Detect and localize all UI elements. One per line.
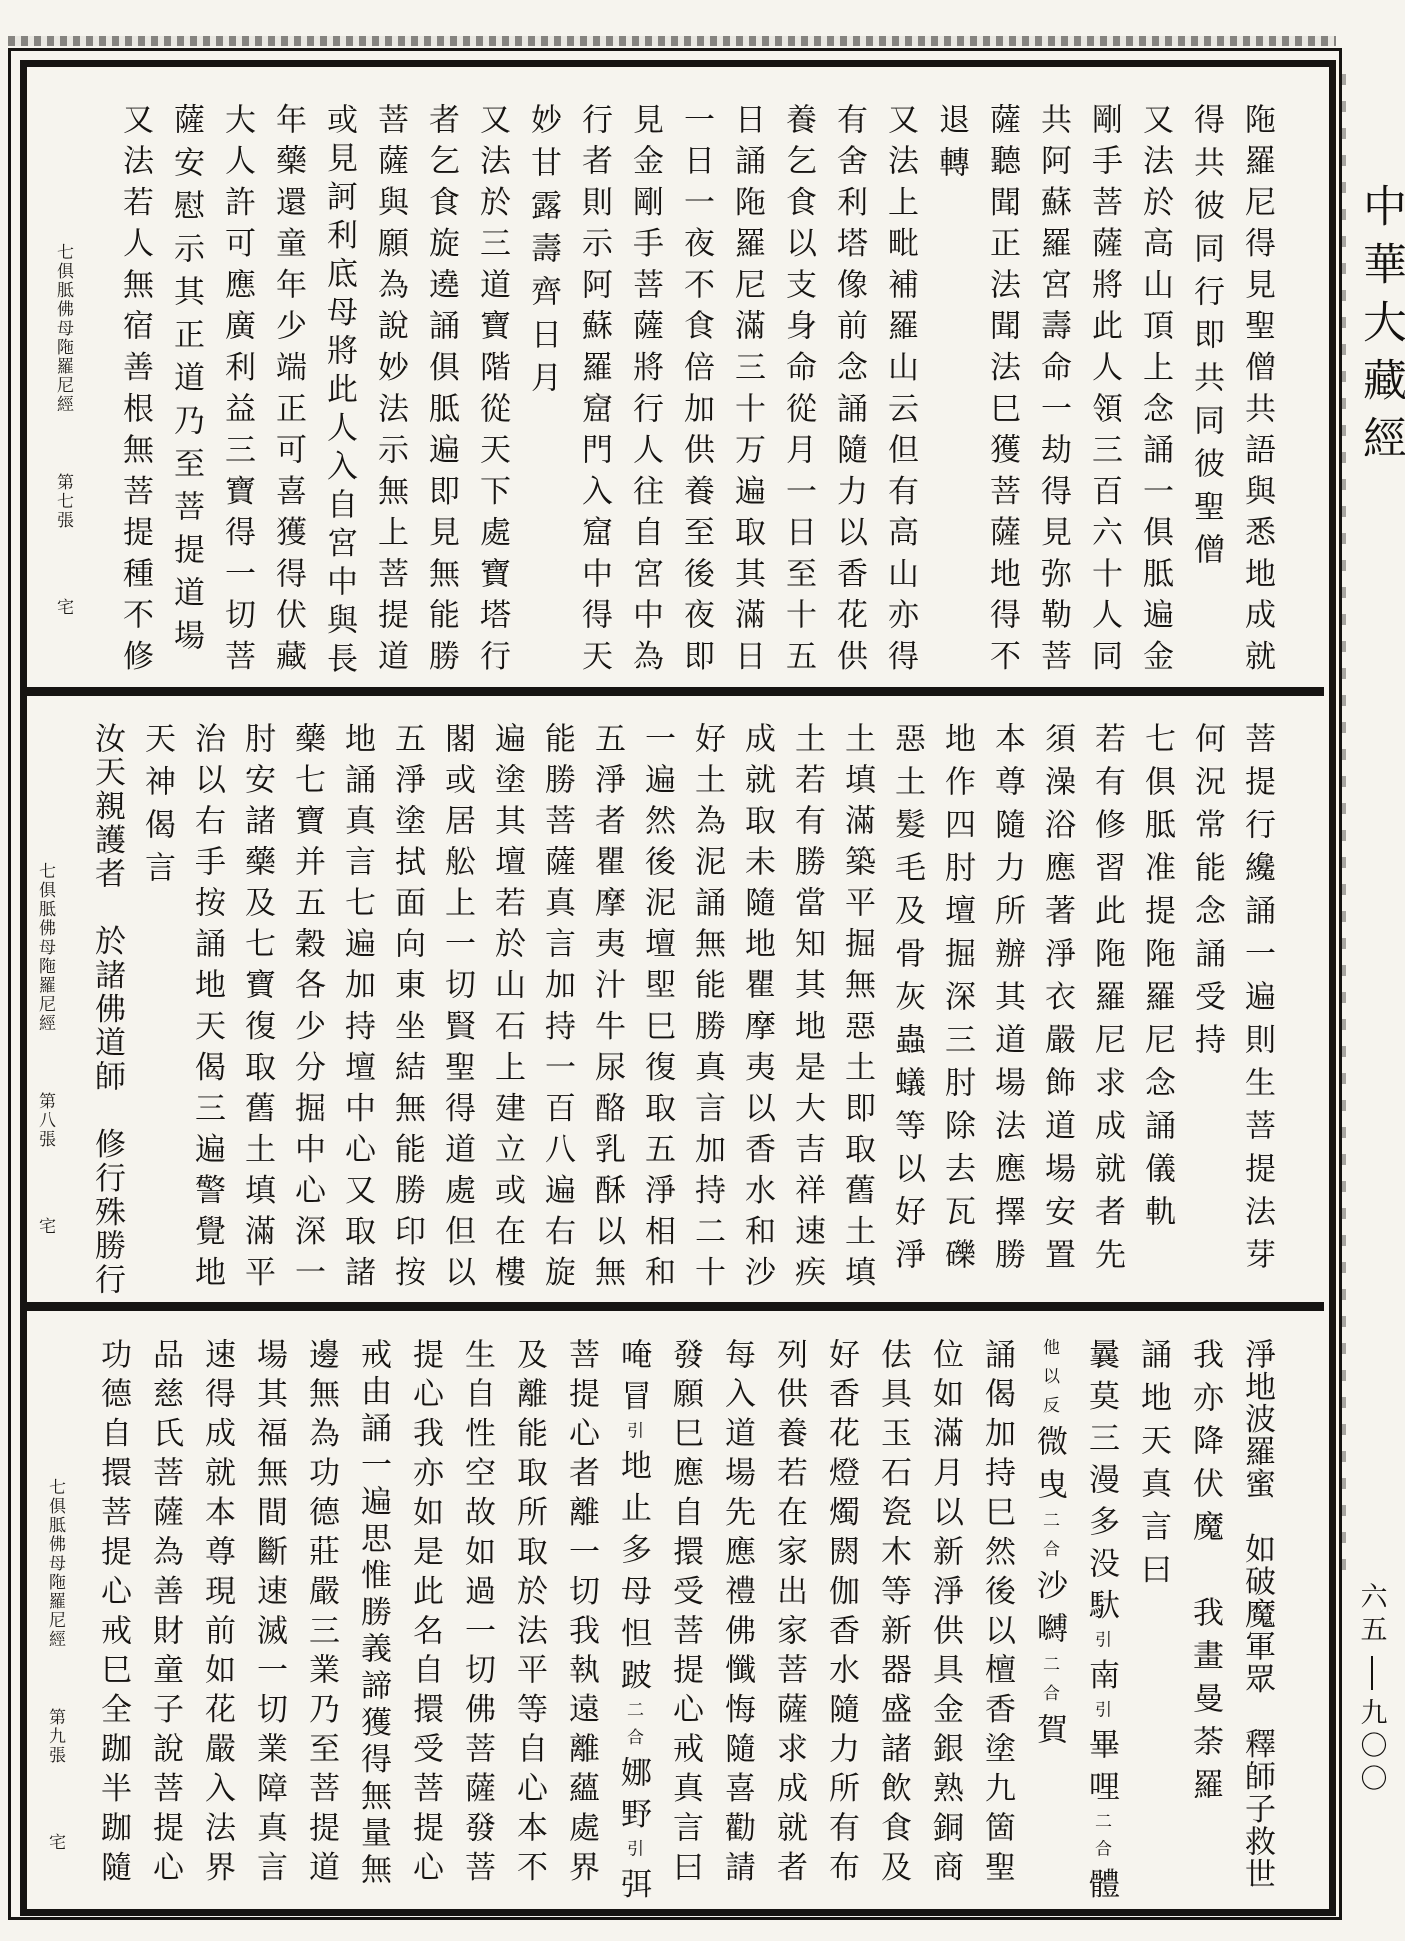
sheet-label-number: 第七張 — [54, 473, 73, 530]
text-column — [511, 1338, 547, 1890]
column-small-annotation: 引 — [624, 1421, 643, 1450]
text-column — [89, 722, 125, 1297]
column-text-segment: 又法上毗補羅山云但有高山亦得 — [883, 103, 918, 681]
page-number: 九〇〇 — [1356, 1698, 1387, 1797]
text-column — [289, 722, 325, 1297]
text-column — [139, 722, 175, 1297]
text-column — [1031, 1338, 1067, 1890]
column-text-segment: 地作四肘壇掘深三肘除去瓦礫 — [940, 722, 975, 1281]
text-column — [117, 103, 153, 681]
column-text-segment: 菩提心者離一切我執遠離蘊處界 — [564, 1338, 599, 1890]
column-text-segment: 七俱胝准提陁羅尼念誦儀軌 — [1140, 722, 1175, 1238]
text-column — [355, 1338, 391, 1890]
column-text-segment: 見金剛手菩薩將行人往自宮中為 — [628, 103, 663, 681]
column-text-segment: 唵冒 — [616, 1338, 651, 1422]
column-text-segment: 日誦陁羅尼滿三十万遍取其滿日 — [730, 103, 765, 681]
column-text-segment: 行者則示阿蘇羅窟門入窟中得天 — [577, 103, 612, 681]
column-text-segment: 五淨者瞿摩夷汁牛尿酪乳酥以無 — [590, 722, 625, 1297]
column-small-annotation: 二合 — [1092, 1811, 1111, 1868]
column-text-segment: 遍塗其壇若於山石上建立或在樓 — [490, 722, 525, 1297]
column-text-segment: 好香花燈燭閼伽香水隨力所有布 — [824, 1338, 859, 1890]
column-text-segment: 弭 — [616, 1867, 651, 1910]
text-column — [372, 103, 408, 681]
column-text-segment: 者乞食旋遶誦俱胝遍即見無能勝 — [424, 103, 459, 681]
column-text-segment: 地止多母怛跛 — [616, 1449, 651, 1701]
text-column — [563, 1338, 599, 1890]
column-text-segment: 須澡浴應著淨衣嚴飾道場安置 — [1040, 722, 1075, 1281]
column-text-segment: 治以右手按誦地天偈三遍警覺地 — [190, 722, 225, 1297]
text-column — [321, 103, 357, 681]
text-column — [615, 1338, 651, 1910]
column-text-segment: 佉具玉石瓷木等新器盛諸飲食及 — [876, 1338, 911, 1890]
sheet-divider-2 — [24, 1302, 1324, 1311]
column-text-segment: 生自性空故如過一切佛菩薩發菩 — [460, 1338, 495, 1890]
text-column — [589, 722, 625, 1297]
sheet-label-title: 七俱胝佛母陁羅尼經 — [54, 243, 73, 414]
text-column — [823, 1338, 859, 1890]
text-column — [459, 1338, 495, 1890]
column-text-segment: 又法於高山頂上念誦一俱胝遍金 — [1138, 103, 1173, 681]
column-small-annotation: 二合 — [1040, 1655, 1059, 1713]
sheet-label-title: 七俱胝佛母陁羅尼經 — [46, 1478, 65, 1649]
text-column — [489, 722, 525, 1297]
text-column — [780, 103, 816, 681]
column-text-segment: 速得成就本尊現前如花嚴入法界 — [200, 1338, 235, 1890]
text-column — [525, 103, 561, 681]
text-column — [1239, 722, 1275, 1297]
column-text-segment: 列供養若在家出家菩薩求成就者 — [772, 1338, 807, 1890]
text-column — [979, 1338, 1015, 1890]
text-column — [219, 103, 255, 681]
text-column — [1187, 1338, 1223, 1890]
column-text-segment: 戒由誦一遍思惟勝義諦獲得無量無 — [356, 1338, 391, 1890]
column-small-annotation: 引 — [1092, 1630, 1111, 1659]
column-text-segment: 肘安諸藥及七寶復取舊土填滿平 — [240, 722, 275, 1297]
sheet-label-mark: 宅 — [36, 1217, 55, 1236]
column-text-segment: 大人許可應廣利益三寶得一切菩 — [220, 103, 255, 681]
text-column — [771, 1338, 807, 1890]
text-column — [147, 1338, 183, 1890]
column-text-segment: 共阿蘇羅宮壽命一劫得見弥勒菩 — [1036, 103, 1071, 681]
column-text-segment: 能勝菩薩真言加持一百八遍右旋 — [540, 722, 575, 1297]
column-text-segment: 微曳 — [1032, 1425, 1067, 1511]
text-column — [889, 722, 925, 1297]
text-column — [1139, 722, 1175, 1297]
column-small-annotation: 二合 — [1040, 1511, 1059, 1569]
sheet-label-mark: 宅 — [46, 1833, 65, 1852]
text-column — [439, 722, 475, 1297]
text-column — [678, 103, 714, 681]
text-block-2 — [89, 722, 1275, 1297]
sheet-label-number: 第九張 — [46, 1708, 65, 1765]
column-text-segment: 本尊隨力所辦其道場法應擇勝 — [990, 722, 1025, 1281]
column-text-segment: 又法於三道寶階從天下處寶塔行 — [475, 103, 510, 681]
sheet-label-3 — [44, 1338, 74, 1890]
text-column — [927, 1338, 963, 1890]
column-text-segment: 誦地天真言曰 — [1136, 1338, 1171, 1596]
column-text-segment: 薩聽聞正法聞法巳獲菩薩地得不 — [985, 103, 1020, 681]
text-column — [1089, 722, 1125, 1297]
column-small-annotation: 二合 — [624, 1700, 643, 1757]
column-text-segment: 何況常能念誦受持 — [1190, 722, 1225, 1066]
column-text-segment: 菩提行纔誦一遍則生菩提法芽 — [1240, 722, 1275, 1281]
column-small-annotation: 引 — [624, 1839, 643, 1868]
text-column — [474, 103, 510, 681]
canon-margin-title: 中華大藏經 — [1356, 183, 1405, 473]
sheet-label-1 — [52, 103, 82, 681]
text-column — [1035, 103, 1071, 681]
text-column — [627, 103, 663, 681]
page-number-dash — [1371, 1656, 1373, 1690]
text-column — [639, 722, 675, 1297]
column-text-segment: 又法若人無宿善根無菩提種不修 — [118, 103, 153, 681]
column-text-segment: 土若有勝當知其地是大吉祥速疾 — [790, 722, 825, 1297]
text-column — [789, 722, 825, 1297]
column-text-segment: 若有修習此陁羅尼求成就者先 — [1090, 722, 1125, 1281]
column-small-annotation: 引 — [1092, 1700, 1111, 1729]
column-text-segment: 畢哩 — [1084, 1728, 1119, 1812]
text-column — [1239, 103, 1275, 681]
text-column — [576, 103, 612, 681]
text-column — [739, 722, 775, 1297]
text-column — [1135, 1338, 1171, 1890]
column-text-segment: 好土為泥誦無能勝真言加持二十 — [690, 722, 725, 1297]
text-block-1 — [117, 103, 1275, 681]
scan-smudge-top — [8, 36, 1336, 46]
column-text-segment: 及離能取所取於法平等自心本不 — [512, 1338, 547, 1890]
text-column — [989, 722, 1025, 1297]
text-column — [199, 1338, 235, 1890]
column-text-segment: 菩薩與願為說妙法示無上菩提道 — [373, 103, 408, 681]
text-column — [303, 1338, 339, 1890]
column-text-segment: 賀 — [1032, 1713, 1067, 1756]
column-text-segment: 年藥還童年少端正可喜獲得伏藏 — [271, 103, 306, 681]
text-column — [984, 103, 1020, 681]
sheet-label-number: 第八張 — [36, 1092, 55, 1149]
column-text-segment: 有舍利塔像前念誦隨力以香花供 — [832, 103, 867, 681]
column-text-segment: 閣或居舩上一切賢聖得道處但以 — [440, 722, 475, 1297]
text-column — [423, 103, 459, 681]
text-column — [168, 103, 204, 681]
text-column — [939, 722, 975, 1297]
column-text-segment: 土填滿築平掘無惡土即取舊土填 — [840, 722, 875, 1297]
column-text-segment: 南 — [1084, 1658, 1119, 1701]
text-column — [933, 103, 969, 681]
column-text-segment: 陁羅尼得見聖僧共語與悉地成就 — [1240, 103, 1275, 681]
column-text-segment: 淨地波羅蜜 如破魔軍眾 釋師子救世 — [1240, 1338, 1275, 1890]
text-column — [1086, 103, 1122, 681]
column-text-segment: 我亦降伏魔 我畫曼荼羅 — [1188, 1338, 1223, 1811]
column-text-segment: 地誦真言七遍加持壇中心又取諸 — [340, 722, 375, 1297]
column-text-segment: 天神偈言 — [140, 722, 175, 894]
column-small-annotation: 他以反 — [1040, 1338, 1059, 1425]
column-text-segment: 一日一夜不食倍加供養至後夜即 — [679, 103, 714, 681]
sheet-label-2 — [34, 722, 64, 1297]
column-text-segment: 惡土髮毛及骨灰蟲蟻等以好淨 — [890, 722, 925, 1281]
sheet-label-title: 七俱胝佛母陁羅尼經 — [36, 862, 55, 1033]
column-text-segment: 成就取未隨地瞿摩夷以香水和沙 — [740, 722, 775, 1297]
column-text-segment: 位如滿月以新淨供具金銀熟銅商 — [928, 1338, 963, 1890]
text-column — [1137, 103, 1173, 681]
text-column — [1239, 1338, 1275, 1890]
text-column — [339, 722, 375, 1297]
text-column — [1188, 103, 1224, 681]
text-column — [389, 722, 425, 1297]
text-column — [251, 1338, 287, 1890]
text-column — [95, 1338, 131, 1890]
text-column — [189, 722, 225, 1297]
column-text-segment: 發願巳應自擐受菩提心戒真言曰 — [668, 1338, 703, 1890]
text-column — [239, 722, 275, 1297]
column-text-segment: 剛手菩薩將此人領三百六十人同 — [1087, 103, 1122, 681]
text-block-3 — [95, 1338, 1275, 1910]
text-column — [667, 1338, 703, 1890]
column-text-segment: 每入道場先應禮佛懺悔隨喜勸請 — [720, 1338, 755, 1890]
text-column — [839, 722, 875, 1297]
text-column — [719, 1338, 755, 1890]
column-text-segment: 場其福無間斷速滅一切業障真言 — [252, 1338, 287, 1890]
text-column — [882, 103, 918, 681]
column-text-segment: 娜野 — [616, 1756, 651, 1840]
text-column — [539, 722, 575, 1297]
column-text-segment: 沙嚩 — [1032, 1569, 1067, 1655]
column-text-segment: 一遍然後泥壇堲巳復取五淨相和 — [640, 722, 675, 1297]
text-column — [407, 1338, 443, 1890]
column-text-segment: 退轉 — [934, 103, 969, 189]
column-text-segment: 得共彼同行即共同彼聖僧 — [1189, 103, 1224, 576]
column-text-segment: 功德自擐菩提心戒巳全跏半跏隨 — [96, 1338, 131, 1890]
text-column — [1189, 722, 1225, 1297]
volume-number: 六五 — [1356, 1582, 1387, 1648]
text-column — [729, 103, 765, 681]
sheet-label-mark: 宅 — [54, 598, 73, 617]
text-column — [1039, 722, 1075, 1297]
column-text-segment: 誦偈加持巳然後以檀香塗九箇聖 — [980, 1338, 1015, 1890]
column-text-segment: 品慈氏菩薩為善財童子說菩提心 — [148, 1338, 183, 1890]
column-text-segment: 五淨塗拭面向東坐結無能勝印按 — [390, 722, 425, 1297]
column-text-segment: 體 — [1084, 1867, 1119, 1910]
volume-page-number — [1350, 1582, 1394, 1797]
column-text-segment: 妙甘露壽齊日月 — [526, 103, 561, 404]
text-column — [1083, 1338, 1119, 1910]
sheet-divider-1 — [24, 687, 1324, 696]
text-column — [689, 722, 725, 1297]
column-text-segment: 曩莫三漫多没馱 — [1084, 1338, 1119, 1631]
column-text-segment: 藥七寶并五穀各少分掘中心深一 — [290, 722, 325, 1297]
text-column — [875, 1338, 911, 1890]
text-column — [831, 103, 867, 681]
column-text-segment: 汝天親護者 於諸佛道師 修行殊勝行 — [90, 722, 125, 1297]
column-text-segment: 養乞食以支身命從月一日至十五 — [781, 103, 816, 681]
column-text-segment: 薩安慰示其正道乃至菩提道場 — [169, 103, 204, 662]
column-text-segment: 提心我亦如是此名自擐受菩提心 — [408, 1338, 443, 1890]
text-column — [270, 103, 306, 681]
column-text-segment: 邊無為功德莊嚴三業乃至菩提道 — [304, 1338, 339, 1890]
column-text-segment: 或見訶利底母將此人入自宮中與長 — [322, 103, 357, 681]
